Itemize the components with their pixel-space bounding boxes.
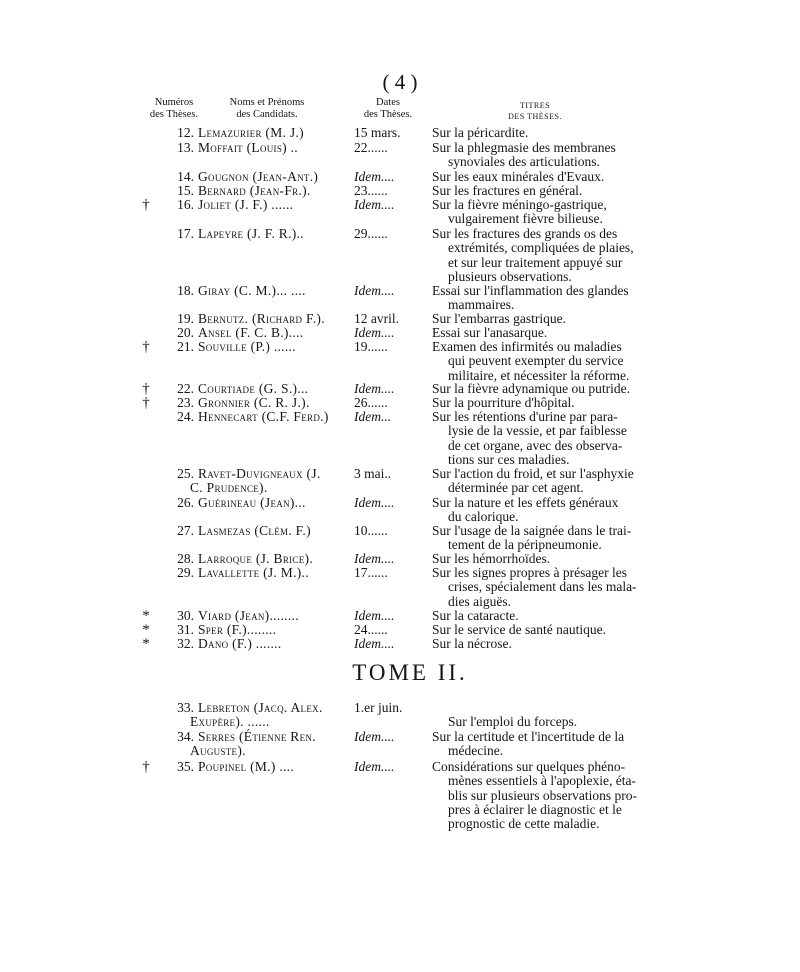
entry-number: 18. <box>177 283 194 298</box>
thesis-title-line: Sur les fractures des grands os des <box>432 226 618 241</box>
thesis-date: 19...... <box>354 339 388 354</box>
entry-number: 17. <box>177 226 194 241</box>
thesis-title-line: extrémités, compliquées de plaies, <box>448 240 634 256</box>
thesis-title-line: Sur la phlegmasie des membranes <box>432 140 616 155</box>
header-dates <box>352 97 424 121</box>
thesis-title-line: blis sur plusieurs observations pro- <box>448 787 637 803</box>
candidate-name-continued: Exupère). ...... <box>190 714 270 730</box>
thesis-title-line: Sur les signes propres à présager les <box>432 565 627 580</box>
thesis-title <box>432 227 664 284</box>
thesis-title-line: médecine. <box>448 743 504 759</box>
thesis-title-line: synoviales des articulations. <box>448 154 600 170</box>
entry-number: 30. <box>177 608 194 623</box>
entry-number: 21. <box>177 339 194 354</box>
candidate-name: Lavallette (J. M.).. <box>198 565 309 580</box>
entry-number: 31. <box>177 622 194 637</box>
candidate-name: Lemazurier (M. J.) <box>198 125 304 140</box>
entry-number: 20. <box>177 325 194 340</box>
thesis-title <box>432 637 664 651</box>
thesis-title-line: crises, spécialement dans les mala- <box>448 579 637 595</box>
header-numeros-line1: Numéros <box>154 97 194 108</box>
thesis-title-line: Examen des infirmités ou maladies <box>432 339 622 354</box>
entry-mark: † <box>142 759 150 775</box>
entry-number: 13. <box>177 140 194 155</box>
thesis-title-line: Sur la nécrose. <box>432 636 512 651</box>
thesis-title <box>432 760 664 831</box>
entry-number: 26. <box>177 495 194 510</box>
entry-number: 33. <box>177 700 194 715</box>
thesis-title-line: Considérations sur quelques phéno- <box>432 759 626 774</box>
candidate-name: Hennecart (C.F. Ferd.) <box>198 409 329 424</box>
thesis-title-line: Sur la certitude et l'incertitude de la <box>432 729 625 744</box>
thesis-title-line: tement de la péripneumonie. <box>448 537 602 553</box>
thesis-title <box>432 410 664 467</box>
candidate-name-continued: Auguste). <box>190 743 246 759</box>
thesis-title-line: vulgairement fièvre bilieuse. <box>448 211 603 227</box>
thesis-title-line: Sur l'action du froid, et sur l'asphyxie <box>432 466 634 481</box>
thesis-date: 23...... <box>354 183 388 198</box>
entry-mark: † <box>142 381 150 397</box>
thesis-title-line: Sur les eaux minérales d'Evaux. <box>432 169 605 184</box>
thesis-date: 12 avril. <box>354 311 399 326</box>
candidate-name: Larroque (J. Brice). <box>198 551 313 566</box>
thesis-date: Idem.... <box>354 495 395 510</box>
header-noms <box>208 97 326 121</box>
thesis-date: 10...... <box>354 523 388 538</box>
thesis-date: Idem.... <box>354 197 395 212</box>
thesis-date: 24...... <box>354 622 388 637</box>
candidate-name: Poupinel (M.) .... <box>198 759 295 774</box>
candidate-name: Joliet (J. F.) ...... <box>198 197 294 212</box>
candidate-name: Guérineau (Jean)... <box>198 495 306 510</box>
thesis-title-line: Sur la péricardite. <box>432 125 529 140</box>
thesis-date: Idem.... <box>354 608 395 623</box>
entry-mark: * <box>142 636 150 652</box>
candidate-name: Bernutz. (Richard F.). <box>198 311 325 326</box>
header-dates-line1: Dates <box>376 97 400 108</box>
entry-number: 23. <box>177 395 194 410</box>
thesis-title-line: plusieurs observations. <box>448 268 572 284</box>
entry-number: 12. <box>177 125 194 140</box>
thesis-date: 26...... <box>354 395 388 410</box>
thesis-date: 1.er juin. <box>354 700 403 715</box>
thesis-date: 3 mai.. <box>354 466 392 481</box>
thesis-title-line: tions sur ces maladies. <box>448 451 570 467</box>
thesis-title <box>432 566 664 609</box>
thesis-title <box>432 524 664 553</box>
thesis-title-line: Sur les hémorrhoïdes. <box>432 551 551 566</box>
thesis-title-line: Essai sur l'inflammation des glandes <box>432 283 629 298</box>
entry-number: 22. <box>177 381 194 396</box>
thesis-title-line: Sur les rétentions d'urine par para- <box>432 409 618 424</box>
thesis-title-line: Sur les fractures en général. <box>432 183 583 198</box>
header-numeros <box>138 97 210 121</box>
thesis-title-line: prognostic de cette maladie. <box>448 816 600 832</box>
thesis-date: Idem.... <box>354 325 395 340</box>
thesis-title <box>432 340 664 383</box>
thesis-date: 17...... <box>354 565 388 580</box>
thesis-title-line: lysie de la vessie, et par faiblesse <box>448 423 627 439</box>
entry-number: 16. <box>177 197 194 212</box>
candidate-name: Sper (F.)........ <box>198 622 277 637</box>
thesis-title-line: déterminée par cet agent. <box>448 480 584 496</box>
entry-number: 24. <box>177 409 194 424</box>
candidate-name-continued: C. Prudence). <box>190 480 268 496</box>
thesis-title <box>432 496 664 525</box>
entry-mark: * <box>142 622 150 638</box>
header-titres-line1: TITRES <box>519 101 551 110</box>
candidate-name: Bernard (Jean-Fr.). <box>198 183 311 198</box>
thesis-title-line: Sur l'embarras gastrique. <box>432 311 567 326</box>
page-number: ( 4 ) <box>382 70 418 94</box>
thesis-date: 22...... <box>354 140 388 155</box>
header-titres-line2: DES THÈSES. <box>508 112 562 121</box>
thesis-title <box>432 198 664 227</box>
entry-number: 32. <box>177 636 194 651</box>
header-noms-line1: Noms et Prénoms <box>229 97 305 108</box>
thesis-title-line: dies aiguës. <box>448 593 511 609</box>
candidate-name: Moffait (Louis) .. <box>198 140 298 155</box>
candidate-name: Gougnon (Jean-Ant.) <box>198 169 319 184</box>
entry-number: 15. <box>177 183 194 198</box>
entry-number: 14. <box>177 169 194 184</box>
candidate-name: Courtiade (G. S.)... <box>198 381 309 396</box>
thesis-date: Idem.... <box>354 759 395 774</box>
entry-mark: * <box>142 608 150 624</box>
thesis-date: Idem.... <box>354 381 395 396</box>
thesis-title <box>432 730 664 759</box>
tome-heading: TOME II. <box>352 660 468 685</box>
thesis-title <box>432 284 664 313</box>
thesis-date: Idem.... <box>354 729 395 744</box>
entry-number: 28. <box>177 551 194 566</box>
candidate-name: Gronnier (C. R. J.). <box>198 395 310 410</box>
thesis-title-line: Sur la cataracte. <box>432 608 519 623</box>
entry-number: 19. <box>177 311 194 326</box>
thesis-title-line: Sur l'emploi du forceps. <box>448 714 578 730</box>
thesis-date: Idem.... <box>354 551 395 566</box>
header-dates-line2: des Thèses. <box>363 109 413 120</box>
thesis-title <box>432 141 664 170</box>
candidate-name: Souville (P.) ...... <box>198 339 296 354</box>
thesis-title-line: qui peuvent exempter du service <box>448 353 624 369</box>
entry-mark: † <box>142 197 150 213</box>
thesis-title <box>432 701 664 730</box>
thesis-title-line: et sur leur traitement appuyé sur <box>448 254 623 270</box>
thesis-date: Idem... <box>354 409 392 424</box>
thesis-title <box>432 467 664 496</box>
entry-number: 27. <box>177 523 194 538</box>
candidate-name: Serres (Étienne Ren. <box>198 729 316 744</box>
thesis-title-line: de cet organe, avec des observa- <box>448 437 623 453</box>
thesis-title-line: Sur la fièvre adynamique ou putride. <box>432 381 630 396</box>
entry-mark: † <box>142 339 150 355</box>
thesis-title-line: Sur le service de santé nautique. <box>432 622 606 637</box>
thesis-date: Idem.... <box>354 636 395 651</box>
thesis-title-line: pres à éclairer le diagnostic et le <box>448 801 622 817</box>
thesis-title-line: mènes essentiels à l'apoplexie, éta- <box>448 773 636 789</box>
header-titres <box>480 100 590 122</box>
thesis-title <box>432 126 664 140</box>
entry-number: 35. <box>177 759 194 774</box>
thesis-date: Idem.... <box>354 283 395 298</box>
thesis-title-line: Sur l'usage de la saignée dans le trai- <box>432 523 632 538</box>
thesis-title-line: Sur la fièvre méningo-gastrique, <box>432 197 607 212</box>
header-noms-line2: des Candidats. <box>236 109 298 120</box>
candidate-name: Ansel (F. C. B.).... <box>198 325 304 340</box>
thesis-title-line: militaire, et nécessiter la réforme. <box>448 367 630 383</box>
thesis-title-line: Sur la nature et les effets généraux <box>432 495 619 510</box>
entry-number: 34. <box>177 729 194 744</box>
candidate-name: Lasmezas (Clém. F.) <box>198 523 311 538</box>
header-numeros-line2: des Thèses. <box>149 109 199 120</box>
thesis-title-line: du calorique. <box>448 509 519 525</box>
thesis-title-line: Sur la pourriture d'hôpital. <box>432 395 575 410</box>
candidate-name: Ravet-Duvigneaux (J. <box>198 466 321 481</box>
candidate-name: Dano (F.) ....... <box>198 636 282 651</box>
candidate-name: Lapeyre (J. F. R.).. <box>198 226 304 241</box>
thesis-date: Idem.... <box>354 169 395 184</box>
thesis-date: 29...... <box>354 226 388 241</box>
candidate-name: Giray (C. M.)... .... <box>198 283 306 298</box>
thesis-title-line <box>432 701 664 715</box>
thesis-title-line: mammaires. <box>448 297 515 313</box>
entry-mark: † <box>142 395 150 411</box>
candidate-name: Viard (Jean)........ <box>198 608 299 623</box>
thesis-title-line: Essai sur l'anasarque. <box>432 325 548 340</box>
entry-number: 25. <box>177 466 194 481</box>
entry-number: 29. <box>177 565 194 580</box>
thesis-date: 15 mars. <box>354 125 401 140</box>
candidate-name: Lebreton (Jacq. Alex. <box>198 700 323 715</box>
